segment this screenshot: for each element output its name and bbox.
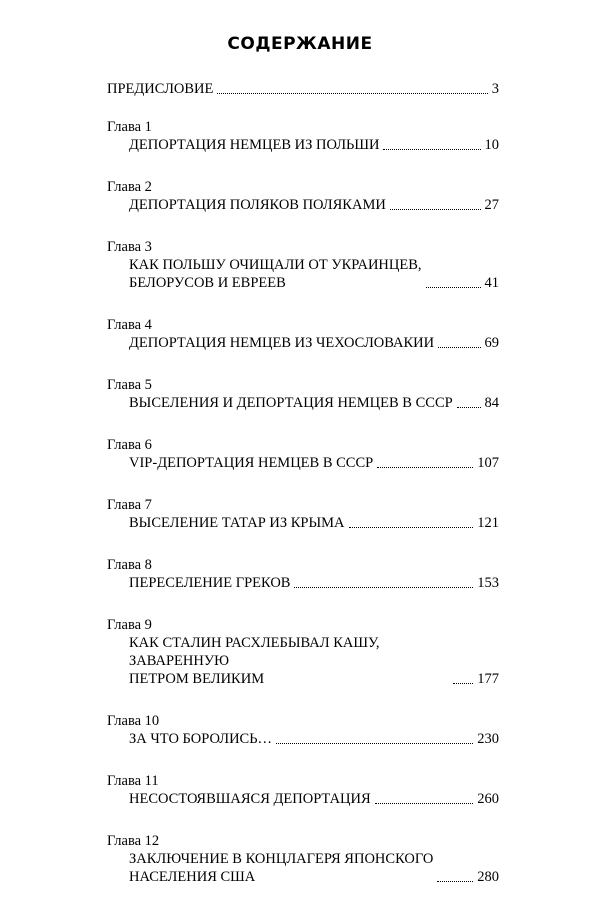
chapter-label: Глава 7: [107, 497, 152, 513]
chapter-title-line: КАК ПОЛЬШУ ОЧИЩАЛИ ОТ УКРАИНЦЕВ,: [129, 257, 422, 273]
toc-chapter-4: [107, 316, 499, 352]
chapter-body: [107, 394, 499, 412]
toc-chapter-3: [107, 238, 499, 292]
toc-page-number: 121: [477, 515, 499, 531]
chapter-body: [107, 334, 499, 352]
toc-chapter-12: [107, 832, 499, 886]
toc-page-number: 41: [484, 275, 499, 291]
chapter-title-line: ВЫСЕЛЕНИЯ И ДЕПОРТАЦИЯ НЕМЦЕВ В СССР: [129, 395, 453, 411]
chapter-title: [129, 454, 373, 472]
chapter-body: [107, 196, 499, 214]
toc-chapter-11: [107, 772, 499, 808]
chapter-title-line: ЗА ЧТО БОРОЛИСЬ…: [129, 731, 273, 747]
toc-page-number: 10: [484, 137, 499, 153]
table-of-contents: [107, 80, 499, 910]
toc-chapter-6: [107, 436, 499, 472]
chapter-body: [107, 256, 499, 292]
chapter-body: [107, 574, 499, 592]
chapter-title-line: ДЕПОРТАЦИЯ НЕМЦЕВ ИЗ ЧЕХОСЛОВАКИИ: [129, 335, 435, 351]
dot-leader: [349, 526, 474, 528]
chapter-body: [107, 790, 499, 808]
dot-leader: [294, 586, 473, 588]
chapter-body: [107, 730, 499, 748]
dot-leader: [377, 466, 473, 468]
chapter-label: Глава 10: [107, 713, 160, 729]
dot-leader: [390, 208, 481, 210]
chapter-body: [107, 514, 499, 532]
toc-chapter-7: [107, 496, 499, 532]
chapter-title-line: НЕСОСТОЯВШАЯСЯ ДЕПОРТАЦИЯ: [129, 791, 371, 807]
toc-chapter-1: [107, 118, 499, 154]
toc-page-number: 27: [484, 197, 499, 213]
chapter-title-line: НАСЕЛЕНИЯ США: [129, 869, 256, 885]
toc-page-number: 69: [484, 335, 499, 351]
toc-chapter-9: [107, 616, 499, 688]
chapter-label: Глава 6: [107, 437, 152, 453]
toc-page-number: 177: [477, 671, 499, 687]
chapter-label: Глава 11: [107, 773, 159, 789]
chapter-body: [107, 634, 499, 688]
chapter-body: [107, 136, 499, 154]
chapter-title: [129, 850, 433, 886]
toc-page-number: 84: [484, 395, 499, 411]
chapter-body: [107, 850, 499, 886]
chapter-title: [129, 136, 379, 154]
dot-leader: [375, 802, 474, 804]
chapter-title: [129, 394, 453, 412]
chapter-title-line: ПЕТРОМ ВЕЛИКИМ: [129, 671, 265, 687]
toc-page-number: 280: [477, 869, 499, 885]
chapter-label: Глава 12: [107, 833, 160, 849]
chapter-title: [129, 730, 272, 748]
dot-leader: [383, 148, 480, 150]
chapter-title: [129, 256, 422, 292]
dot-leader: [437, 880, 473, 882]
toc-chapter-8: [107, 556, 499, 592]
page-title: СОДЕРЖАНИЕ: [227, 34, 373, 54]
chapter-title-line: VIP-ДЕПОРТАЦИЯ НЕМЦЕВ В СССР: [129, 455, 374, 471]
chapter-label: Глава 3: [107, 239, 152, 255]
chapter-title-line: ДЕПОРТАЦИЯ ПОЛЯКОВ ПОЛЯКАМИ: [129, 197, 386, 213]
toc-chapter-2: [107, 178, 499, 214]
chapter-title: [129, 574, 290, 592]
dot-leader: [457, 406, 481, 408]
toc-entry-preface: [107, 80, 499, 98]
chapter-title: [129, 196, 386, 214]
dot-leader: [426, 286, 481, 288]
chapter-title: [129, 634, 449, 688]
chapter-title-line: КАК СТАЛИН РАСХЛЕБЫВАЛ КАШУ, ЗАВАРЕННУЮ: [129, 635, 380, 669]
chapter-title: [129, 334, 434, 352]
chapter-title: [129, 790, 371, 808]
toc-page-number: 107: [477, 455, 499, 471]
dot-leader: [217, 92, 487, 94]
toc-page-number: 230: [477, 731, 499, 747]
toc-chapter-10: [107, 712, 499, 748]
chapter-title-line: БЕЛОРУСОВ И ЕВРЕЕВ: [129, 275, 286, 291]
chapter-label: Глава 2: [107, 179, 152, 195]
chapter-title-line: ПЕРЕСЕЛЕНИЕ ГРЕКОВ: [129, 575, 291, 591]
chapter-label: Глава 8: [107, 557, 152, 573]
toc-page-number: 3: [491, 81, 499, 97]
chapter-title: [129, 514, 345, 532]
toc-chapter-5: [107, 376, 499, 412]
chapter-label: Глава 1: [107, 119, 152, 135]
dot-leader: [453, 682, 473, 684]
chapter-title-line: ДЕПОРТАЦИЯ НЕМЦЕВ ИЗ ПОЛЬШИ: [129, 137, 380, 153]
dot-leader: [438, 346, 480, 348]
toc-page-number: 260: [477, 791, 499, 807]
chapter-label: Глава 4: [107, 317, 152, 333]
chapter-body: [107, 454, 499, 472]
chapter-label: Глава 9: [107, 617, 152, 633]
toc-page-number: 153: [477, 575, 499, 591]
chapter-title-line: ВЫСЕЛЕНИЕ ТАТАР ИЗ КРЫМА: [129, 515, 345, 531]
chapter-title-line: ЗАКЛЮЧЕНИЕ В КОНЦЛАГЕРЯ ЯПОНСКОГО: [129, 851, 434, 867]
toc-entry-title: ПРЕДИСЛОВИЕ: [107, 81, 214, 97]
chapter-label: Глава 5: [107, 377, 152, 393]
dot-leader: [276, 742, 473, 744]
